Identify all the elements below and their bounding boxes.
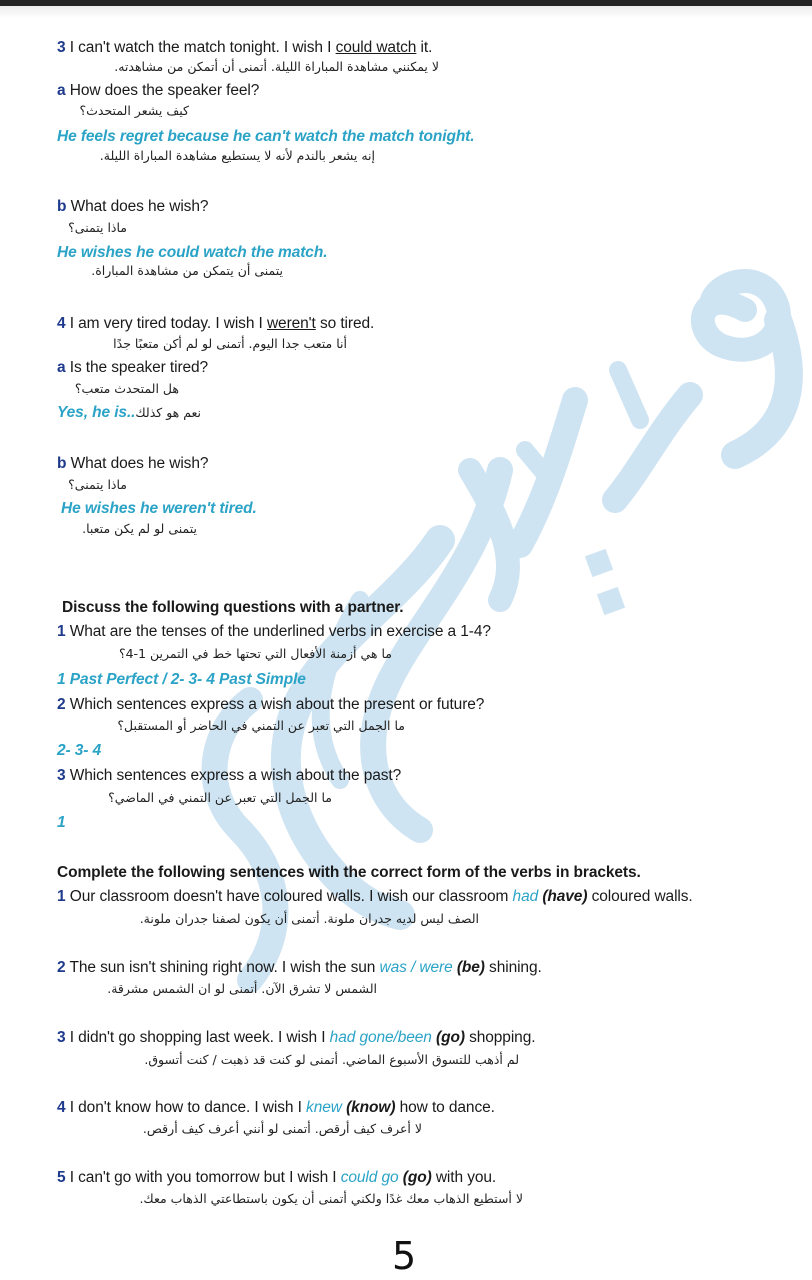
question-text: Which sentences express a wish about the past? <box>65 767 402 784</box>
question-text: What are the tenses of the underlined verbs in exercise a 1-4? <box>65 623 491 640</box>
ex3-sentence <box>57 38 432 58</box>
ex3-arabic: لا يمكنني مشاهدة المباراة الليلة. أتمنى أن أتمكن من مشاهدته. <box>114 59 439 74</box>
sentence-text: I don't know how to dance. I wish I <box>65 1099 307 1116</box>
discuss-q2-answer: 2- 3- 4 <box>57 742 102 759</box>
item-number: 3 <box>57 39 66 56</box>
ex4b-answer: He wishes he weren't tired. <box>61 500 257 517</box>
sentence-text: with you. <box>431 1169 497 1186</box>
answer-word: was / were <box>379 959 453 976</box>
discuss-q3-answer: 1 <box>57 814 66 831</box>
discuss-q2 <box>57 695 484 715</box>
verb-hint: (know) <box>346 1099 396 1116</box>
complete-item-3-arabic: لم أذهب للتسوق الأسبوع الماضي. أتمنى لو كنت قد ذهبت / كنت أتسوق. <box>144 1052 519 1067</box>
item-number: 3 <box>57 1029 66 1046</box>
ex4a-question <box>57 358 208 378</box>
ex4b-question <box>57 454 208 474</box>
discuss-q1-answer: 1 Past Perfect / 2- 3- 4 Past Simple <box>57 671 306 688</box>
ex3a-answer: He feels regret because he can't watch the match tonight. <box>57 128 475 145</box>
sentence-text: I am very tired today. I wish I <box>65 315 267 332</box>
ex3b-answer: He wishes he could watch the match. <box>57 244 328 261</box>
item-number: 2 <box>57 959 66 976</box>
item-number: 4 <box>57 1099 66 1116</box>
question-text: What does he wish? <box>66 198 209 215</box>
question-text: Which sentences express a wish about the present or future? <box>65 696 485 713</box>
sentence-text: it. <box>416 39 433 56</box>
complete-heading: Complete the following sentences with the correct form of the verbs in brackets. <box>57 864 641 881</box>
ex4a-answer-arabic: نعم هو كذلك <box>135 405 202 420</box>
ex3a-question-arabic: كيف يشعر المتحدث؟ <box>79 103 189 118</box>
underlined-verb: weren't <box>266 315 316 332</box>
item-label: b <box>57 198 67 215</box>
item-number: 1 <box>57 623 66 640</box>
discuss-q3-arabic: ما الجمل التي تعبر عن التمني في الماضي؟ <box>108 790 332 805</box>
sentence-text: The sun isn't shining right now. I wish the sun <box>65 959 380 976</box>
ex4a-answer-line <box>57 403 201 423</box>
discuss-q1 <box>57 622 491 642</box>
sentence-text: so tired. <box>315 315 375 332</box>
sentence-text: shining. <box>484 959 542 976</box>
question-text: How does the speaker feel? <box>65 82 260 99</box>
answer-word: had <box>512 888 539 905</box>
ex3a-question <box>57 81 259 101</box>
answer-word: could go <box>340 1169 399 1186</box>
complete-item-2-arabic: الشمس لا تشرق الآن. أتمنى لو ان الشمس مشرقة. <box>107 981 377 996</box>
complete-item-3 <box>57 1028 535 1048</box>
complete-item-2 <box>57 958 542 978</box>
item-label: b <box>57 455 67 472</box>
item-number: 1 <box>57 888 66 905</box>
sentence-text: I can't watch the match tonight. I wish I <box>65 39 336 56</box>
ex4a-question-arabic: هل المتحدث متعب؟ <box>74 381 179 396</box>
ex3b-question-arabic: ماذا يتمنى؟ <box>68 220 127 235</box>
answer-word: knew <box>306 1099 342 1116</box>
underlined-verb: could watch <box>335 39 417 56</box>
verb-hint: (go) <box>436 1029 465 1046</box>
complete-item-1-arabic: الصف ليس لديه جدران ملونة. أتمنى أن يكون لصفنا جدران ملونة. <box>139 911 479 926</box>
answer-word: had gone/been <box>329 1029 432 1046</box>
item-number: 5 <box>57 1169 66 1186</box>
ex4-sentence <box>57 314 374 334</box>
verb-hint: (be) <box>456 959 485 976</box>
ex4a-answer: Yes, he is.. <box>57 404 136 421</box>
item-number: 3 <box>57 767 66 784</box>
sentence-text: coloured walls. <box>587 888 693 905</box>
item-label: a <box>57 82 66 99</box>
item-number: 4 <box>57 315 66 332</box>
item-number: 2 <box>57 696 66 713</box>
ex4b-question-arabic: ماذا يتمنى؟ <box>68 477 127 492</box>
verb-hint: (have) <box>542 888 588 905</box>
ex3a-answer-arabic: إنه يشعر بالندم لأنه لا يستطيع مشاهدة المباراة الليلة. <box>99 148 375 163</box>
discuss-heading: Discuss the following questions with a partner. <box>62 599 404 616</box>
page-number: 5 <box>392 1234 417 1278</box>
complete-item-5-arabic: لا أستطيع الذهاب معك غدًا ولكني أتمنى أن يكون باستطاعتي الذهاب معك. <box>139 1191 523 1206</box>
verb-hint: (go) <box>402 1169 432 1186</box>
ex4-arabic: أنا متعب جدا اليوم. أتمنى لو لم أكن متعبًا جدًا <box>113 336 347 351</box>
item-label: a <box>57 359 66 376</box>
ex3b-answer-arabic: يتمنى أن يتمكن من مشاهدة المباراة. <box>91 263 283 278</box>
sentence-text: I didn't go shopping last week. I wish I <box>65 1029 330 1046</box>
sentence-text: Our classroom doesn't have coloured walls. I wish our classroom <box>65 888 513 905</box>
sentence-text: I can't go with you tomorrow but I wish I <box>65 1169 341 1186</box>
complete-item-1 <box>57 887 693 907</box>
ex3b-question <box>57 197 208 217</box>
discuss-q2-arabic: ما الجمل التي تعبر عن التمني في الحاضر أو المستقبل؟ <box>117 718 405 733</box>
discuss-q3 <box>57 766 401 786</box>
ex4b-answer-arabic: يتمنى لو لم يكن متعبا. <box>82 521 197 536</box>
sentence-text: how to dance. <box>395 1099 495 1116</box>
complete-item-4 <box>57 1098 495 1118</box>
question-text: What does he wish? <box>66 455 209 472</box>
complete-item-4-arabic: لا أعرف كيف أرقص. أتمنى لو أنني أعرف كيف أرقص. <box>142 1121 422 1136</box>
question-text: Is the speaker tired? <box>65 359 209 376</box>
sentence-text: shopping. <box>464 1029 536 1046</box>
discuss-q1-arabic: ما هي أزمنة الأفعال التي تحتها خط في التمرين 1-4؟ <box>118 646 392 661</box>
complete-item-5 <box>57 1168 496 1188</box>
